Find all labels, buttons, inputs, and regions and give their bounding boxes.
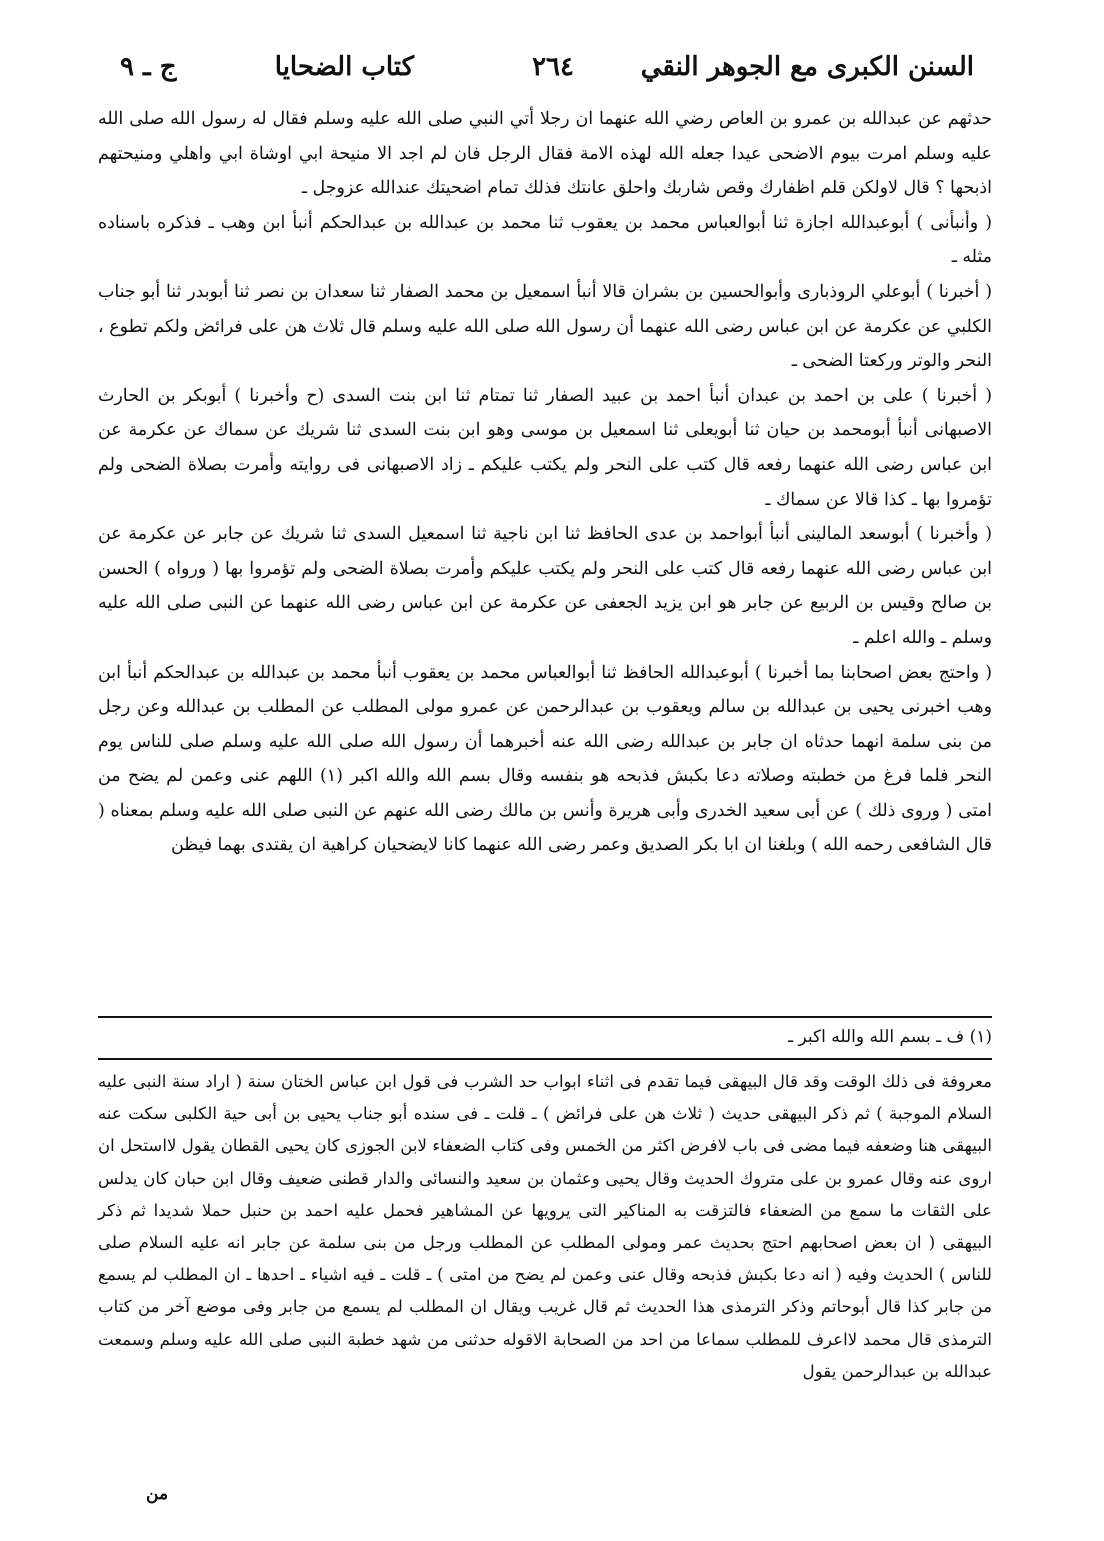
main-paragraph: ( وأنبأنى ) أبوعبدالله اجازة ثنا أبوالعباس محمد بن يعقوب ثنا محمد بن عبدالله بن عبدالحكم أنبأ ابن وهب ـ فذكره باسناده مثله ـ [98,212,992,268]
main-paragraph: ( أخبرنا ) أبوعلي الروذبارى وأبوالحسين بن بشران قالا أنبأ اسمعيل بن محمد الصفار ثنا سعدان بن نصر ثنا أبوبدر ثنا أبو جناب الكلبي عن عكرمة عن ابن عباس رضى الله عنهما أن رسول الله صلى الله عليه وسلم قال ثلاث هن على فرائض ولكم تطوع ، النحر والوتر وركعتا الضحى ـ [98,281,992,372]
volume-number: ج ـ ٩ [120,52,177,82]
catchword: من [146,1484,169,1504]
main-paragraph: حدثهم عن عبدالله بن عمرو بن العاص رضي الله عنهما ان رجلا أتي النبي صلى الله عليه وسلم فقال له رسول الله صلى الله عليه وسلم امرت بيوم الاضحى عيدا جعله الله لهذه الامة فقال الرجل فان لم اجد الا منيحة ابي اوشاة ابي واهلي ومنيحتهم اذبحها ؟ قال لاولكن قلم اظفارك وقص شاربك واحلق عانتك فذلك تمام اضحيتك عندالله عزوجل ـ [98,109,992,199]
footnote-divider [98,1016,992,1018]
main-text [98,102,992,863]
chapter-title: كتاب الضحايا [274,52,414,82]
main-paragraph: ( وأخبرنا ) أبوسعد المالينى أنبأ أبواحمد بن عدى الحافظ ثنا ابن ناجية ثنا اسمعيل السدى ثنا شريك عن جابر عن عكرمة عن ابن عباس رضى الله عنهما رفعه قال كتب على النحر ولم يكتب عليكم وأمرت بصلاة الضحى ولم تؤمروا بها ( ورواه ) الحسن بن صالح وقيس بن الربيع عن جابر هو ابن يزيد الجعفى عن عكرمة عن ابن عباس رضى الله عنهما عن النبى صلى الله عليه وسلم ـ والله اعلم ـ [98,524,992,648]
main-paragraph: ( أخبرنا ) على بن احمد بن عبدان أنبأ احمد بن عبيد الصفار ثنا تمتام ثنا ابن بنت السدى (ح وأخبرنا ) أبوبكر بن الحارث الاصبهانى أنبأ أبومحمد بن حيان ثنا أبويعلى ثنا اسمعيل بن موسى وهو ابن بنت السدى ثنا شريك عن سماك عن عكرمة عن ابن عباس رضى الله عنهما رفعه قال كتب على النحر ولم يكتب عليكم ـ زاد الاصبهانى فى روايته وأمرت بصلاة الضحى ولم تؤمروا بها ـ كذا قالا عن سماك ـ [98,385,992,510]
main-paragraph: ( واحتج بعض اصحابنا بما أخبرنا ) أبوعبدالله الحافظ ثنا أبوالعباس محمد بن يعقوب أنبأ محمد بن عبدالله بن عبدالحكم أنبأ ابن وهب اخبرنى يحيى بن عبدالله بن سالم ويعقوب بن عبدالرحمن عن عمرو مولى المطلب عن المطلب بن عبدالله وعن رجل من بنى سلمة انهما حدثاه ان جابر بن عبدالله رضى الله عنه أخبرهما أن رسول الله صلى الله عليه وسلم صلى للناس يوم النحر فلما فرغ من خطبته وصلاته دعا بكبش فذبحه هو بنفسه وقال بسم الله والله اكبر (١) اللهم عنى وعمن لم يضح من امتى ( وروى ذلك ) عن أبى سعيد الخدرى وأبى هريرة وأنس بن مالك رضى الله عنهم عن النبى صلى الله عليه وسلم بمعناه ( قال الشافعى رحمه الله ) وبلغنا ان ابا بكر الصديق وعمر رضى الله عنهما كانا لايضحيان كراهية ان يقتدى بهما فيظن [98,662,992,856]
commentary-text [98,1066,992,1388]
footnote: (١) ف ـ بسم الله والله اكبر ـ [788,1027,992,1047]
running-header [120,52,974,92]
book-title: السنن الكبرى مع الجوهر النقي [640,52,974,82]
commentary-paragraph: معروفة فى ذلك الوقت وقد قال البيهقى فيما تقدم فى اثناء ابواب حد الشرب فى قول ابن عباس الختان سنة ( اراد سنة النبى عليه السلام الموجبة ) ثم ذكر البيهقى حديث ( ثلاث هن على فرائض ) ـ قلت ـ فى سنده أبو جناب يحيى بن أبى حية الكلبى سكت عنه البيهقى هنا وضعفه فيما مضى فى باب لافرض اكثر من الخمس وفى كتاب الضعفاء لابن الجوزى كان يحيى القطان يقول لااستحل ان اروى عنه وقال عمرو بن على متروك الحديث وقال يحيى وعثمان بن سعيد والنسائى والدار قطنى ضعيف وقال ابن حبان كان يدلس على الثقات ما سمع من الضعفاء فالتزقت به المناكير التى يرويها عن المشاهير فحمل عليه احمد بن حنبل حملا شديدا ثم ذكر البيهقى ( ان بعض اصحابهم احتج بحديث عمر ومولى المطلب عن المطلب ورجل من بنى سلمة عن جابر انه عليه السلام صلى للناس ) الحديث وفيه ( انه دعا بكبش فذبحه وقال عنى وعمن لم يضح من امتى ) ـ قلت ـ فيه اشياء ـ احدها ـ ان المطلب لم يسمع من جابر كذا قال أبوحاتم وذكر الترمذى هذا الحديث ثم قال غريب ويقال ان المطلب لم يسمع من جابر وفى موضع آخر من كتاب الترمذى قال محمد لااعرف للمطلب سماعا من احد من الصحابة الاقوله حدثنى من شهد خطبة النبى صلى الله عليه وسلم وسمعت عبدالله بن عبدالرحمن يقول [98,1072,992,1381]
commentary-divider [98,1058,992,1060]
page-number: ٢٦٤ [532,52,574,82]
